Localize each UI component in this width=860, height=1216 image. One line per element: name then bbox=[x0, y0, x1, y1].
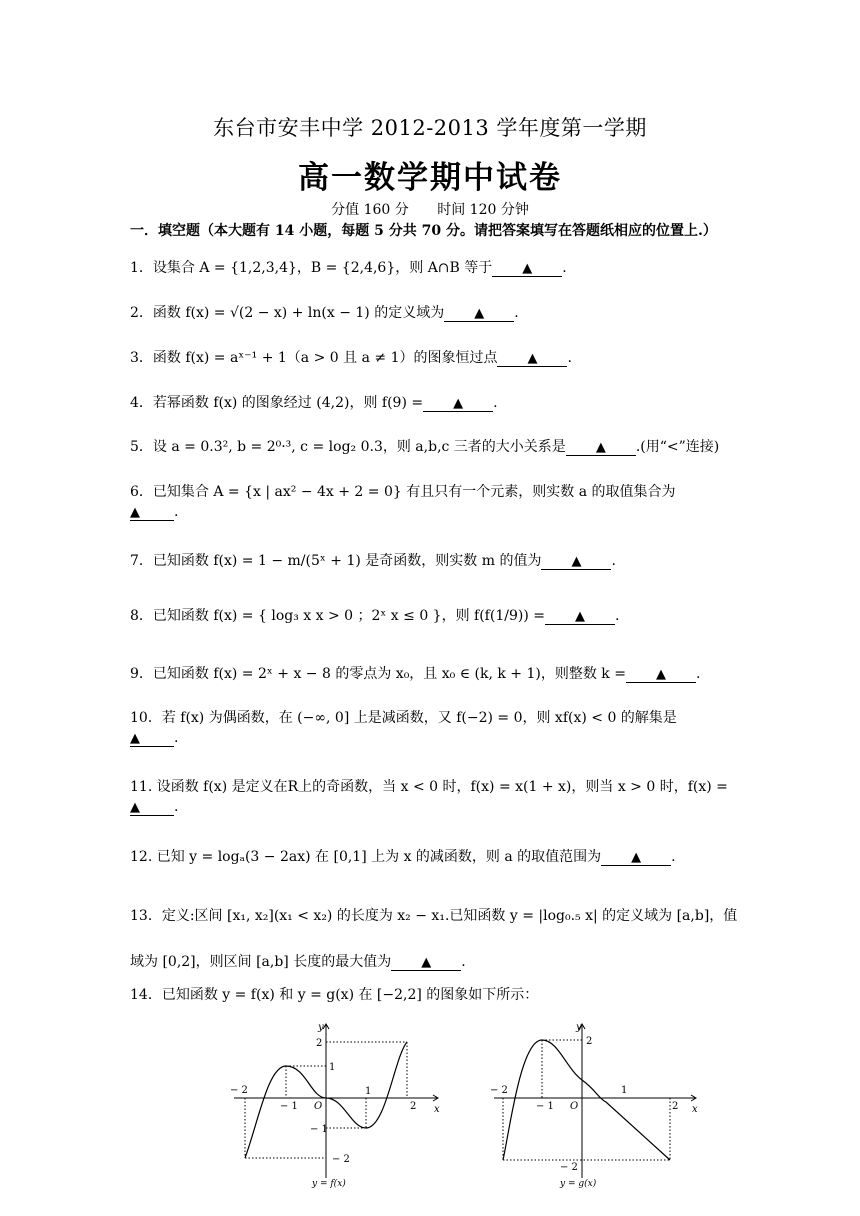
triangle-mark: ▲ bbox=[522, 261, 533, 276]
question-text: 7．已知函数 f(x) = 1 − m/(5ˣ + 1) 是奇函数，则实数 m 的值为 bbox=[130, 553, 542, 569]
question-text: 3．函数 f(x) = aˣ⁻¹ + 1（a > 0 且 a ≠ 1）的图象恒过点 bbox=[130, 350, 498, 366]
answer-blank[interactable] bbox=[545, 609, 615, 625]
question-text: 8．已知函数 f(x) = { log₃ x x > 0 ；2ˣ x ≤ 0 }，则 f(f(1/9)) = bbox=[130, 608, 545, 624]
tick-label: 2 bbox=[586, 1036, 593, 1047]
tick-label: − 2 bbox=[230, 1085, 248, 1096]
exam-meta bbox=[0, 199, 860, 219]
triangle-mark: ▲ bbox=[574, 609, 585, 624]
question-4: 4．若幂函数 f(x) 的图象经过 (4,2)，则 f(9) = ▲ . bbox=[130, 395, 498, 411]
triangle-mark: ▲ bbox=[655, 667, 666, 682]
triangle-mark: ▲ bbox=[130, 731, 140, 746]
origin-label: O bbox=[314, 1101, 323, 1112]
answer-blank[interactable] bbox=[130, 505, 174, 521]
tick-label: 1 bbox=[365, 1086, 372, 1097]
triangle-mark: ▲ bbox=[571, 554, 582, 569]
school-header: 东台市安丰中学 2012-2013 学年度第一学期 bbox=[213, 116, 647, 140]
tick-label: 2 bbox=[410, 1101, 417, 1112]
triangle-mark: ▲ bbox=[595, 440, 606, 455]
tick-label: 2 bbox=[316, 1038, 323, 1049]
question-3: 3．函数 f(x) = aˣ⁻¹ + 1（a > 0 且 a ≠ 1）的图象恒过点 ▲ . bbox=[130, 350, 572, 366]
triangle-mark: ▲ bbox=[421, 955, 432, 970]
question-text: 10．若 f(x) 为偶函数，在 (−∞, 0] 上是减函数，又 f(−2) = 0，则 xf(x) < 0 的解集是 bbox=[130, 710, 677, 726]
score-info: 分值 160 分 bbox=[331, 202, 409, 218]
triangle-mark: ▲ bbox=[130, 505, 140, 520]
question-text: 5．设 a = 0.3², b = 2⁰·³, c = log₂ 0.3，则 a,b,c 三者的大小关系是 bbox=[130, 439, 566, 455]
answer-blank[interactable] bbox=[626, 667, 696, 683]
triangle-mark: ▲ bbox=[130, 800, 140, 815]
triangle-mark: ▲ bbox=[453, 396, 464, 411]
tick-label: − 2 bbox=[332, 1154, 350, 1165]
tick-label: − 1 bbox=[310, 1124, 328, 1135]
tick-label: 2 bbox=[672, 1101, 679, 1112]
time-info: 时间 120 分钟 bbox=[437, 202, 529, 218]
answer-blank[interactable] bbox=[497, 351, 567, 367]
question-text: 12. 已知 y = logₐ(3 − 2ax) 在 [0,1] 上为 x 的减函数，则 a 的取值范围为 bbox=[130, 849, 602, 865]
question-text: 1．设集合 A = {1,2,3,4}，B = {2,4,6}，则 A∩B 等于 bbox=[130, 260, 493, 276]
question-text: 11. 设函数 f(x) 是定义在R上的奇函数，当 x < 0 时，f(x) = x(1 + x)，则当 x > 0 时，f(x) = bbox=[130, 779, 728, 795]
section-title: 一．填空题（本大题有 14 小题，每题 5 分共 70 分。请把答案填写在答题纸相应的位置上.） bbox=[130, 223, 717, 239]
answer-blank[interactable] bbox=[541, 554, 611, 570]
answer-blank[interactable] bbox=[423, 396, 493, 412]
question-text: 6．已知集合 A = {x | ax² − 4x + 2 = 0} 有且只有一个元素，则实数 a 的取值集合为 bbox=[130, 484, 676, 500]
answer-blank[interactable] bbox=[391, 955, 461, 971]
exam-title: 高一数学期中试卷 bbox=[298, 160, 562, 196]
graph-caption: y = f(x) bbox=[312, 1179, 346, 1189]
answer-blank[interactable] bbox=[601, 850, 671, 866]
question-6: 6．已知集合 A = {x | ax² − 4x + 2 = 0} 有且只有一个元素，则实数 a 的取值集合为 ▲ . bbox=[130, 484, 676, 520]
origin-label: O bbox=[570, 1101, 579, 1112]
question-text: 14．已知函数 y = f(x) 和 y = g(x) 在 [−2,2] 的图象如下所示： bbox=[130, 987, 539, 1003]
question-14 bbox=[130, 985, 734, 1005]
guide-lines bbox=[503, 1040, 670, 1160]
y-label: y bbox=[318, 1022, 324, 1033]
answer-blank[interactable] bbox=[130, 800, 174, 816]
question-11: 11. 设函数 f(x) 是定义在R上的奇函数，当 x < 0 时，f(x) = x(1 + x)，则当 x > 0 时，f(x) = ▲ . bbox=[130, 779, 728, 815]
question-10: 10．若 f(x) 为偶函数，在 (−∞, 0] 上是减函数，又 f(−2) = 0，则 xf(x) < 0 的解集是 ▲ . bbox=[130, 710, 677, 746]
x-label: x bbox=[692, 1104, 698, 1115]
question-8: 8．已知函数 f(x) = { log₃ x x > 0 ；2ˣ x ≤ 0 }，则 f(f(1/9)) = ▲ . bbox=[130, 608, 620, 624]
curve-g bbox=[503, 1040, 670, 1160]
triangle-mark: ▲ bbox=[631, 850, 642, 865]
triangle-mark: ▲ bbox=[474, 306, 485, 321]
answer-blank[interactable] bbox=[130, 731, 174, 747]
triangle-mark: ▲ bbox=[527, 351, 538, 366]
tick-label: − 1 bbox=[280, 1101, 298, 1112]
x-label: x bbox=[434, 1104, 440, 1115]
answer-blank[interactable] bbox=[492, 261, 562, 277]
graph-f bbox=[226, 1018, 456, 1194]
question-5: 5．设 a = 0.3², b = 2⁰·³, c = log₂ 0.3，则 a,b,c 三者的大小关系是 ▲ .(用“<”连接) bbox=[130, 439, 720, 455]
tick-label: − 2 bbox=[560, 1162, 578, 1173]
tick-label: − 1 bbox=[536, 1101, 554, 1112]
question-text: 13．定义:区间 [x₁, x₂](x₁ < x₂) 的长度为 x₂ − x₁.已知函数 y = |log₀.₅ x| 的定义域为 [a,b]，值域为 [0,2]，则区间 [a,b] 长度的最大值为 bbox=[130, 908, 738, 970]
question-2: 2．函数 f(x) = √(2 − x) + ln(x − 1) 的定义域为 ▲ . bbox=[130, 305, 519, 321]
question-text: 4．若幂函数 f(x) 的图象经过 (4,2)，则 f(9) = bbox=[130, 395, 424, 411]
tick-label: 1 bbox=[621, 1085, 628, 1096]
tick-label: − 2 bbox=[490, 1085, 508, 1096]
graph-g bbox=[486, 1018, 716, 1194]
question-1: 1．设集合 A = {1,2,3,4}，B = {2,4,6}，则 A∩B 等于 ▲ . bbox=[130, 260, 567, 276]
question-12: 12. 已知 y = logₐ(3 − 2ax) 在 [0,1] 上为 x 的减函数，则 a 的取值范围为 ▲ . bbox=[130, 849, 676, 865]
y-label: y bbox=[576, 1022, 582, 1033]
question-text: 9．已知函数 f(x) = 2ˣ + x − 8 的零点为 x₀，且 x₀ ∈ (k, k + 1)，则整数 k = bbox=[130, 666, 626, 682]
question-13: 13．定义:区间 [x₁, x₂](x₁ < x₂) 的长度为 x₂ − x₁.已知函数 y = |log₀.₅ x| 的定义域为 [a,b]，值域为 [0,2]，则区间 [a,b] 长度的最大值为 ▲ . bbox=[130, 908, 738, 970]
tick-label: 1 bbox=[329, 1062, 336, 1073]
question-7: 7．已知函数 f(x) = 1 − m/(5ˣ + 1) 是奇函数，则实数 m 的值为 ▲ . bbox=[130, 553, 616, 569]
graph-caption: y = g(x) bbox=[560, 1179, 597, 1189]
question-5-note: (用“<”连接) bbox=[640, 439, 720, 455]
question-text: 2．函数 f(x) = √(2 − x) + ln(x − 1) 的定义域为 bbox=[130, 305, 445, 321]
answer-blank[interactable] bbox=[444, 306, 514, 322]
question-9: 9．已知函数 f(x) = 2ˣ + x − 8 的零点为 x₀，且 x₀ ∈ (k, k + 1)，则整数 k = ▲ . bbox=[130, 666, 701, 682]
answer-blank[interactable] bbox=[566, 440, 636, 456]
